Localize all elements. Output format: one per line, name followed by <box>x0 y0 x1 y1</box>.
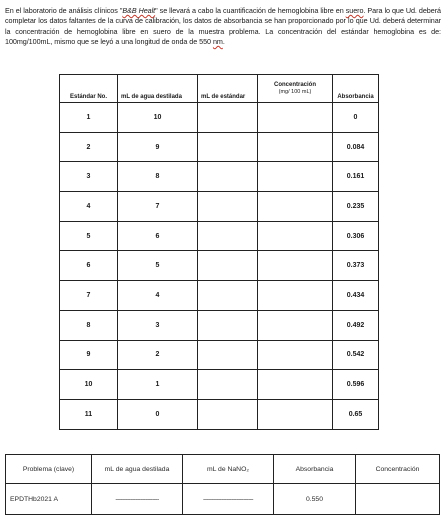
standard-no-cell: 7 <box>60 281 118 311</box>
calibration-row <box>60 281 379 311</box>
header-standard-ml: mL de estándar <box>198 75 258 103</box>
standard-ml-cell[interactable] <box>198 132 258 162</box>
standard-ml-cell[interactable] <box>198 162 258 192</box>
standard-no-cell: 8 <box>60 310 118 340</box>
instructions-paragraph <box>5 6 441 48</box>
calibration-table <box>59 74 379 430</box>
problem-header-nano2: mL de NaNO₂ <box>183 455 274 484</box>
standard-ml-cell[interactable] <box>198 221 258 251</box>
concentration-cell[interactable] <box>258 132 333 162</box>
concentration-cell[interactable] <box>258 310 333 340</box>
problem-data-row <box>6 484 440 515</box>
standard-ml-cell[interactable] <box>198 251 258 281</box>
problem-table <box>5 454 440 515</box>
standard-ml-cell[interactable] <box>198 192 258 222</box>
suero-word: suero <box>345 6 364 15</box>
water-ml-cell: 0 <box>118 399 198 429</box>
absorbance-cell: 0.65 <box>333 399 379 429</box>
water-ml-cell: 8 <box>118 162 198 192</box>
absorbance-cell: 0.542 <box>333 340 379 370</box>
standard-ml-cell[interactable] <box>198 340 258 370</box>
standard-no-cell: 10 <box>60 370 118 400</box>
standard-ml-cell[interactable] <box>198 281 258 311</box>
calibration-row <box>60 251 379 281</box>
problem-header-water: mL de agua destilada <box>92 455 183 484</box>
problem-concentration-cell[interactable] <box>356 484 440 515</box>
header-concentration <box>258 75 333 103</box>
problem-header-concentration: Concentración <box>356 455 440 484</box>
concentration-cell[interactable] <box>258 370 333 400</box>
water-ml-cell: 6 <box>118 221 198 251</box>
concentration-cell[interactable] <box>258 399 333 429</box>
standard-ml-cell[interactable] <box>198 310 258 340</box>
calibration-row <box>60 399 379 429</box>
problem-header-absorbance: Absorbancia <box>274 455 356 484</box>
water-ml-cell: 1 <box>118 370 198 400</box>
water-ml-cell: 9 <box>118 132 198 162</box>
absorbance-cell: 0.434 <box>333 281 379 311</box>
intro-text-4: . <box>222 37 225 47</box>
standard-ml-cell[interactable] <box>198 399 258 429</box>
header-water-ml: mL de agua destilada <box>118 75 198 103</box>
absorbance-cell: 0.306 <box>333 221 379 251</box>
calibration-row <box>60 103 379 133</box>
absorbance-cell: 0.596 <box>333 370 379 400</box>
calibration-row <box>60 221 379 251</box>
header-concentration-label: Concentración <box>273 82 316 88</box>
standard-no-cell: 3 <box>60 162 118 192</box>
concentration-cell[interactable] <box>258 251 333 281</box>
problem-header-row <box>6 455 440 484</box>
header-standard-no: Estándar No. <box>60 75 118 103</box>
standard-no-cell: 9 <box>60 340 118 370</box>
standard-no-cell: 1 <box>60 103 118 133</box>
standard-no-cell: 6 <box>60 251 118 281</box>
standard-no-cell: 2 <box>60 132 118 162</box>
calibration-row <box>60 162 379 192</box>
concentration-cell[interactable] <box>258 162 333 192</box>
concentration-cell[interactable] <box>258 103 333 133</box>
concentration-cell[interactable] <box>258 221 333 251</box>
calibration-row <box>60 192 379 222</box>
water-ml-cell: 7 <box>118 192 198 222</box>
standard-no-cell: 4 <box>60 192 118 222</box>
calibration-row <box>60 340 379 370</box>
absorbance-cell: 0.492 <box>333 310 379 340</box>
problem-nano2-cell: ------------------------------ <box>183 484 274 515</box>
problem-key-cell: EPDTHb2021 A <box>6 484 92 515</box>
problem-absorbance-cell: 0.550 <box>274 484 356 515</box>
intro-text-3: . Para lo que Ud. deberá completar los datos faltantes de la curva de calibración, los datos de absorbancia se han proporcionado por lo que Ud. deberá determinar la concentración de hemoglobina libre en suero de la muestra problema. La concentración del estándar hemoglobina es de: 100mg/100mL, mismo que se leyó a una longitud de onda de 550 <box>5 6 441 47</box>
water-ml-cell: 3 <box>118 310 198 340</box>
standard-no-cell: 11 <box>60 399 118 429</box>
water-ml-cell: 5 <box>118 251 198 281</box>
absorbance-cell: 0 <box>333 103 379 133</box>
concentration-cell[interactable] <box>258 281 333 311</box>
calibration-header-row <box>60 75 379 103</box>
calibration-row <box>60 132 379 162</box>
calibration-row <box>60 310 379 340</box>
standard-no-cell: 5 <box>60 221 118 251</box>
problem-header-key: Problema (clave) <box>6 455 92 484</box>
calibration-row <box>60 370 379 400</box>
concentration-cell[interactable] <box>258 192 333 222</box>
water-ml-cell: 4 <box>118 281 198 311</box>
water-ml-cell: 10 <box>118 103 198 133</box>
concentration-cell[interactable] <box>258 340 333 370</box>
header-concentration-unit: (mg/ 100 mL) <box>278 89 312 95</box>
water-ml-cell: 2 <box>118 340 198 370</box>
problem-water-cell: -------------------------- <box>92 484 183 515</box>
header-absorbance: Absorbancia <box>333 75 379 103</box>
standard-ml-cell[interactable] <box>198 370 258 400</box>
standard-ml-cell[interactable] <box>198 103 258 133</box>
absorbance-cell: 0.161 <box>333 162 379 192</box>
lab-name: B&B Healt <box>122 6 156 15</box>
absorbance-cell: 0.235 <box>333 192 379 222</box>
nm-unit: nm <box>212 37 223 47</box>
intro-text-1: En el laboratorio de análisis clínicos " <box>5 6 123 15</box>
intro-text-2: " se llevará a cabo la cuantificación de hemoglobina libre en <box>155 6 346 15</box>
absorbance-cell: 0.084 <box>333 132 379 162</box>
absorbance-cell: 0.373 <box>333 251 379 281</box>
